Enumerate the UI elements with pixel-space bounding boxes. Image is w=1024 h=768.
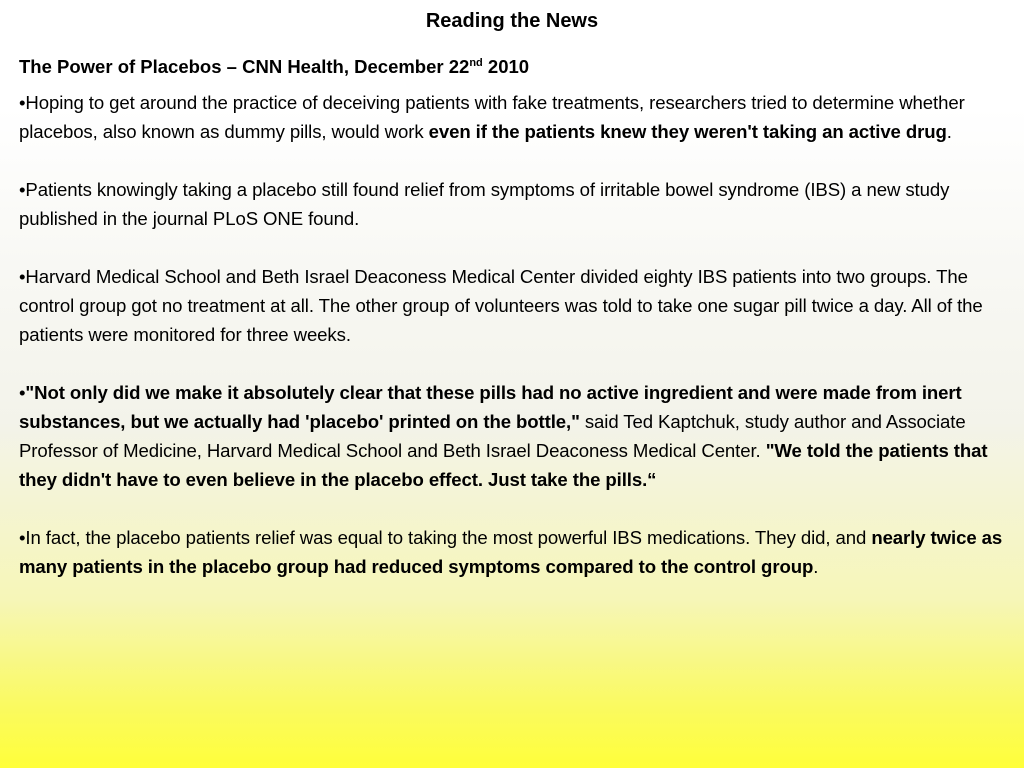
bullet-kaptchuk-quote [19,378,1019,494]
slide-title: Reading the News [425,10,599,32]
article-heading [19,54,1009,80]
bullet-5-bold: nearly twice as many patients in the placebo group had reduced symptoms compared to the control group [19,527,1003,577]
bullet-5-end: . [813,556,819,577]
bullet-4-marker: • [19,382,26,403]
slide-body [19,88,1019,581]
article-heading-superscript: nd [469,56,483,69]
article-heading-year: 2010 [482,56,530,77]
bullet-1-bold: even if the patients knew they weren't taking an active drug [428,121,947,142]
bullet-4-quote-2: "We told the patients that they didn't have to even believe in the placebo effect. Just take the pills.“ [19,440,988,490]
bullet-deceiving-patients [19,88,1019,146]
bullet-3-text: •Harvard Medical School and Beth Israel Deaconess Medical Center divided eighty IBS patients into two groups. The control group got no treatment at all. The other group of volunteers was told to take one sugar pill twice a day. All of the patients were monitored for three weeks. [19,266,983,345]
bullet-4-quote-1: "Not only did we make it absolutely clear that these pills had no active ingredient and were made from inert substances, but we actually had 'placebo' printed on the bottle," [19,382,962,432]
bullet-study-design [19,262,1019,349]
article-heading-text: The Power of Placebos – CNN Health, December 22 [19,56,470,77]
bullet-4-attribution: said Ted Kaptchuk, study author and Associate Professor of Medicine, Harvard Medical School and Beth Israel Deaconess Medical Center. [19,411,966,461]
bullet-1-end: . [946,121,952,142]
bullet-ibs-relief [19,175,1019,233]
bullet-5-text: •In fact, the placebo patients relief was equal to taking the most powerful IBS medications. They did, and [19,527,872,548]
bullet-results [19,523,1019,581]
bullet-2-text: •Patients knowingly taking a placebo still found relief from symptoms of irritable bowel syndrome (IBS) a new study published in the journal PLoS ONE found. [19,179,950,229]
bullet-1-text: •Hoping to get around the practice of deceiving patients with fake treatments, researchers tried to determine whether placebos, also known as dummy pills, would work [19,92,965,142]
